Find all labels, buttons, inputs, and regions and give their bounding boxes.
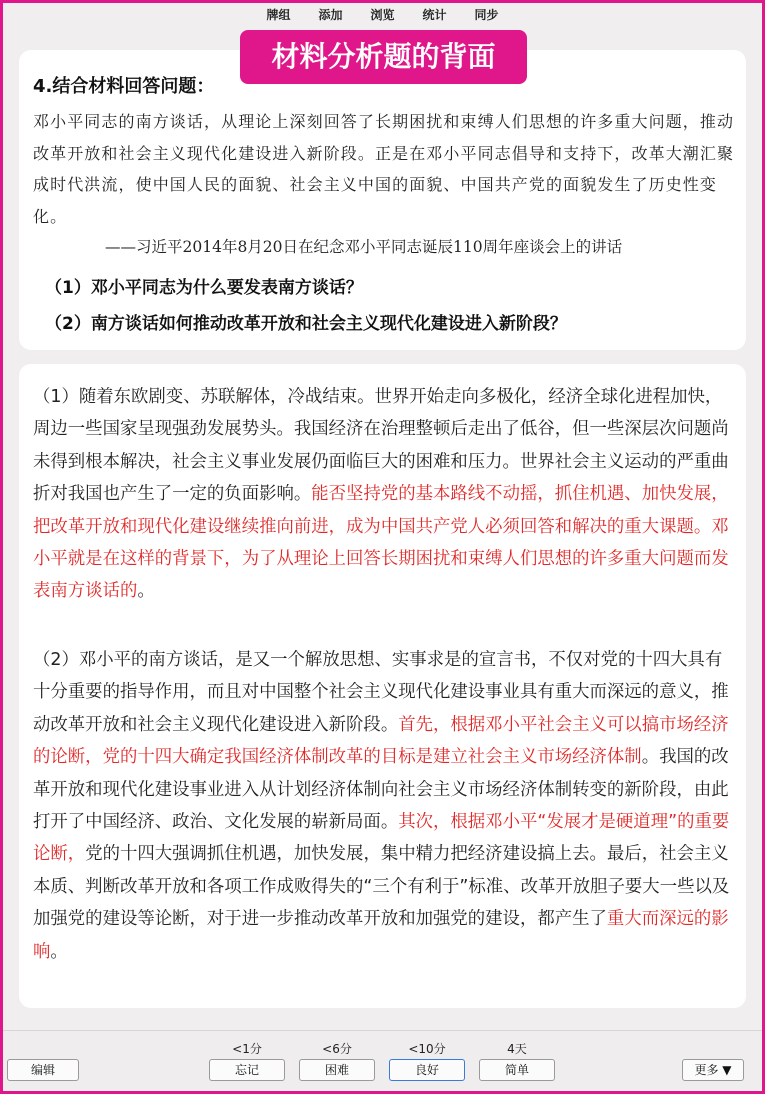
card-type-tag: 材料分析题的背面	[240, 30, 527, 84]
answer-1-end: 。	[137, 581, 155, 602]
hard-button[interactable]: 困难	[299, 1059, 375, 1081]
more-button[interactable]: 更多 ▼	[682, 1059, 744, 1081]
question-item-2: （2）南方谈话如何推动改革开放和社会主义现代化建设进入新阶段？	[45, 314, 567, 334]
answer-2-highlight-c: 重大而深远的影响	[33, 909, 729, 962]
answer-2-text-c: 党的十四大强调抓住机遇，加快发展，集中精力把经济建设搞上去。最后，社会主义本质、判断改革开放和各项工作成败得失的“三个有利于”标准、改革开放胆子要大一些以及加强党的建设等论断，对于进一步推动改革开放和加强党的建设，都产生了	[33, 844, 730, 930]
answer-1-text: （1）随着东欧剧变、苏联解体，冷战结束。世界开始走向多极化，经济全球化进程加快，周边一些国家呈现强劲发展势头。我国经济在治理整顿后走出了低谷，但一些深层次问题尚未得到根本解决，社会主义事业发展仍面临巨大的困难和压力。世界社会主义运动的严重曲折对我国也产生了一定的负面影响。	[33, 387, 729, 505]
good-interval: <10分	[408, 1042, 446, 1056]
question-source: ——习近平2014年8月20日在纪念邓小平同志诞辰110周年座谈会上的讲话	[105, 238, 623, 256]
nav-browse[interactable]: 浏览	[370, 8, 395, 22]
answer-paragraph-2	[33, 644, 733, 968]
question-item-1: （1）邓小平同志为什么要发表南方谈话？	[45, 278, 363, 298]
edit-button[interactable]: 编辑	[7, 1059, 79, 1081]
nav-add[interactable]: 添加	[318, 8, 343, 22]
review-bottom-bar	[3, 1030, 762, 1091]
top-nav	[0, 4, 765, 26]
easy-button[interactable]: 简单	[479, 1059, 555, 1081]
hard-interval: <6分	[322, 1042, 352, 1056]
nav-stats[interactable]: 统计	[422, 8, 447, 22]
answer-2-highlight-a: 首先，根据邓小平社会主义可以搞市场经济的论断，党的十四大确定我国经济体制改革的目标是建立社会主义市场经济体制	[33, 714, 729, 768]
nav-decks[interactable]: 牌组	[266, 8, 291, 22]
answer-2-end: 。	[50, 941, 68, 962]
good-button[interactable]: 良好	[389, 1059, 465, 1081]
answer-2-text-a: （2）邓小平的南方谈话，是又一个解放思想、实事求是的宣言书，不仅对党的十四大具有十分重要的指导作用，而且对中国整个社会主义现代化建设事业具有重大而深远的意义，推动改革开放和社会主义现代化建设进入新阶段。	[33, 650, 729, 735]
question-card	[19, 50, 746, 350]
question-material: 邓小平同志的南方谈话，从理论上深刻回答了长期困扰和束缚人们思想的许多重大问题，推动改革开放和社会主义现代化建设进入新阶段。正是在邓小平同志倡导和支持下，改革大潮汇聚成时代洪流，使中国人民的面貌、社会主义中国的面貌、中国共产党的面貌发生了历史性变化。	[33, 112, 735, 226]
nav-sync[interactable]: 同步	[474, 8, 499, 22]
answer-2-highlight-b: 其次，根据邓小平“发展才是硬道理”的重要论断，	[33, 812, 730, 865]
easy-interval: 4天	[507, 1042, 527, 1056]
answer-card	[19, 364, 746, 1008]
answer-paragraph-1	[33, 381, 733, 608]
again-button[interactable]: 忘记	[209, 1059, 285, 1081]
question-title: 4.结合材料回答问题：	[33, 76, 215, 97]
again-interval: <1分	[232, 1042, 262, 1056]
answer-1-highlight: 能否坚持党的基本路线不动摇，抓住机遇、加快发展，把改革开放和现代化建设继续推向前进，成为中国共产党人必须回答和解决的重大课题。邓小平就是在这样的背景下，为了从理论上回答长期困扰和束缚人们思想的许多重大问题而发表南方谈话的	[33, 484, 729, 602]
answer-2-text-b: 。我国的改革开放和现代化建设事业进入从计划经济体制向社会主义市场经济体制转变的新阶段，由此打开了中国经济、政治、文化发展的崭新局面。	[33, 747, 729, 833]
